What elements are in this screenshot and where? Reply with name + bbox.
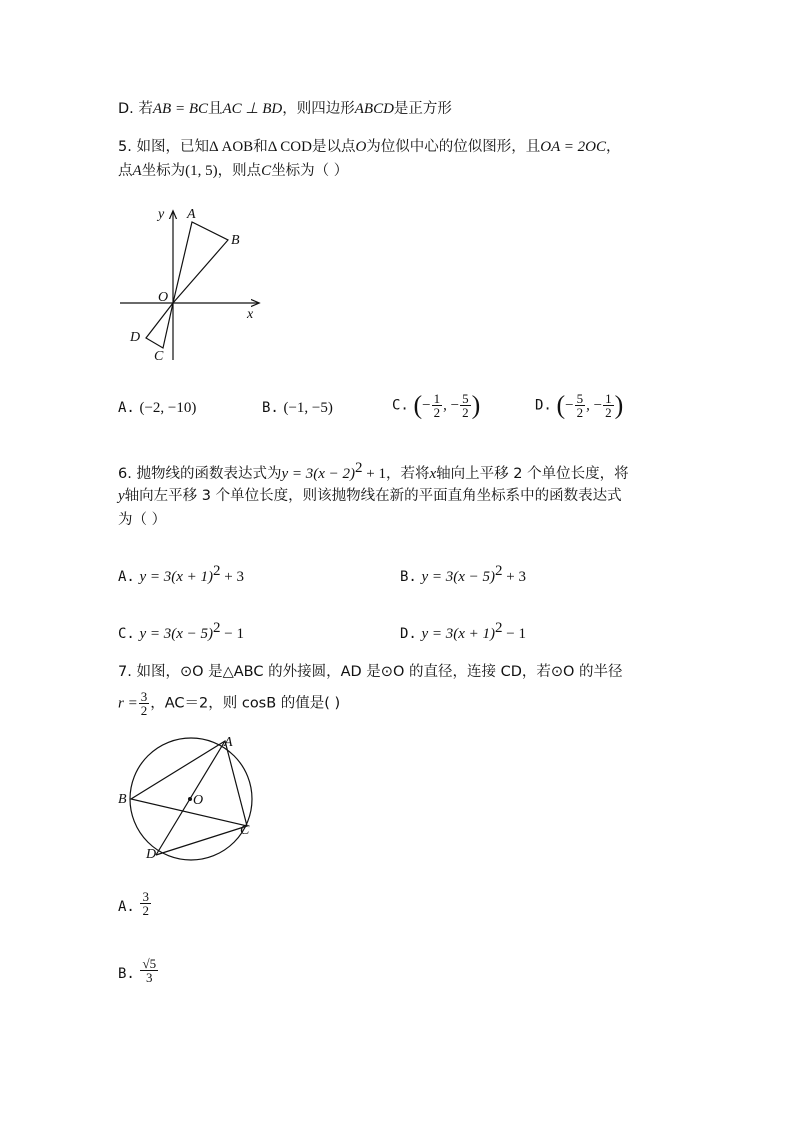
frac-denominator: 2 [140,703,148,718]
frac-denominator: 2 [462,405,469,420]
math-variable: x [429,465,437,482]
math-function: y = 3(x + 1) [421,625,496,642]
math-function: y = 3(x − 2) [281,465,356,482]
x-axis-label: x [247,307,254,322]
math-exponent: 2 [213,563,221,579]
q6-stem-line1 [118,458,629,484]
text: 是以点 [311,139,356,155]
q7-option-b[interactable] [118,957,159,984]
q5-stem-line1 [118,137,620,157]
math-function: y = 3(x − 5) [139,625,214,642]
math-triangle: Δ COD [267,139,312,155]
math-condition: AB = BC [152,101,209,117]
math-function: y = 3(x − 5) [421,568,496,585]
q5-stem-line2 [118,161,348,181]
frac-denominator: 2 [433,405,441,420]
point-label-d: D [130,330,141,345]
math-variable: r = [118,695,138,712]
point-label-b: B [118,792,127,807]
text: 7. 如图，⊙O 是△ABC 的外接圆，AD 是⊙O 的直径，连接 CD，若⊙O 的半径 [118,664,623,680]
point-label-o: O [193,793,204,808]
point-label-a: A [224,735,233,750]
math-function: − 1 [502,625,526,642]
frac-numerator: 5 [462,391,469,406]
q6-option-c[interactable] [118,618,244,644]
q6-option-b[interactable] [400,561,526,587]
text: 5. 如图，已知 [118,139,209,155]
q5-coordinate-figure [110,200,270,370]
q5-option-b[interactable] [262,398,333,418]
option-label: B. [262,400,279,416]
option-label: D. [535,397,552,414]
q7-stem-line1 [118,662,623,682]
math-condition: AC ⊥ BD [222,101,283,117]
math-equation: OA = 2OC [540,139,606,155]
frac-numerator: √5 [142,956,157,971]
text: 为位似中心的位似图形，且 [366,139,541,155]
frac-numerator: 5 [576,391,584,406]
math-variable: y [118,488,125,504]
y-axis-label: y [158,207,165,222]
segment-cd [156,826,247,855]
math-exponent: 2 [355,460,363,476]
frac-numerator: 3 [140,689,148,704]
option-label: C. [118,625,135,642]
option-label: A. [118,568,135,585]
triangle-abc [131,741,247,826]
q7-circle-figure [112,728,262,864]
text: ，AC＝2，则 cosB 的值是( ) [150,695,341,712]
math-triangle: Δ AOB [208,139,254,155]
frac-numerator: 1 [605,391,612,406]
text: 是正方形 [393,101,452,117]
text: 坐标为（ ） [271,163,349,179]
text: ，则点 [217,163,262,179]
q5-option-a[interactable] [118,398,196,418]
text: 点 [118,163,133,179]
q5-option-c[interactable]: C. (− $\frac{1}{2}$ , − $\frac{5}{2}$ ) [392,390,481,420]
math-function: y = 3(x + 1) [139,568,214,585]
math-exponent: 2 [213,620,221,636]
frac-denominator: 2 [605,405,612,420]
option-label: C. [392,397,409,414]
option-value: (−1, −5) [283,400,333,416]
text: 轴向上平移 2 个单位长度，将 [436,465,629,482]
text: 和 [253,139,268,155]
option-label: B. [400,568,417,585]
text: 且 [208,101,223,117]
q6-stem-line2 [118,486,622,506]
math-point: O [355,139,367,155]
option-label: A. [118,400,135,416]
text: 若 [138,101,153,117]
math-point: A [132,163,142,179]
math-function: + 3 [220,568,244,585]
q5-option-d[interactable]: D. (− $\frac{5}{2}$ , − $\frac{1}{2}$ ) [535,390,624,420]
math-function: + 3 [502,568,526,585]
point-label-a: A [187,207,196,222]
frac-denominator: 3 [146,970,153,985]
q4-option-d [118,99,452,119]
frac-denominator: 2 [576,405,584,420]
math-coordinate: (1, 5) [185,163,218,179]
triangle-cod [146,303,173,348]
q6-option-a[interactable] [118,561,244,587]
frac-numerator: 1 [433,391,441,406]
math-function: + 1 [362,465,386,482]
math-exponent: 2 [495,620,503,636]
frac-denominator: 2 [142,903,149,918]
text: ， [605,139,621,155]
origin-label: O [158,290,169,305]
point-label-b: B [231,233,240,248]
option-label: B. [118,966,135,982]
text: 为（ ） [118,512,167,528]
frac-numerator: 3 [142,889,149,904]
point-label-d: D [146,847,157,862]
option-value: (−2, −10) [139,400,197,416]
point-label-c: C [154,349,164,364]
q6-stem-line3 [118,510,166,530]
math-function: − 1 [220,625,244,642]
q7-stem-line2 [118,690,340,717]
option-label: D. [400,625,417,642]
text: ，则四边形 [282,101,355,117]
point-label-c: C [240,823,250,838]
text: ，若将 [385,465,430,482]
q7-option-a[interactable] [118,890,152,917]
option-label: A. [118,899,135,915]
text: 6. 抛物线的函数表达式为 [118,465,282,482]
option-label: D. [118,101,134,117]
text: 轴向左平移 3 个单位长度，则该抛物线在新的平面直角坐标系中的函数表达式 [124,488,622,504]
math-shape: ABCD [354,101,394,117]
center-point [188,797,192,801]
math-exponent: 2 [495,563,503,579]
q6-option-d[interactable] [400,618,526,644]
math-point: C [261,163,272,179]
text: 坐标为 [141,163,186,179]
triangle-aob [173,222,228,303]
